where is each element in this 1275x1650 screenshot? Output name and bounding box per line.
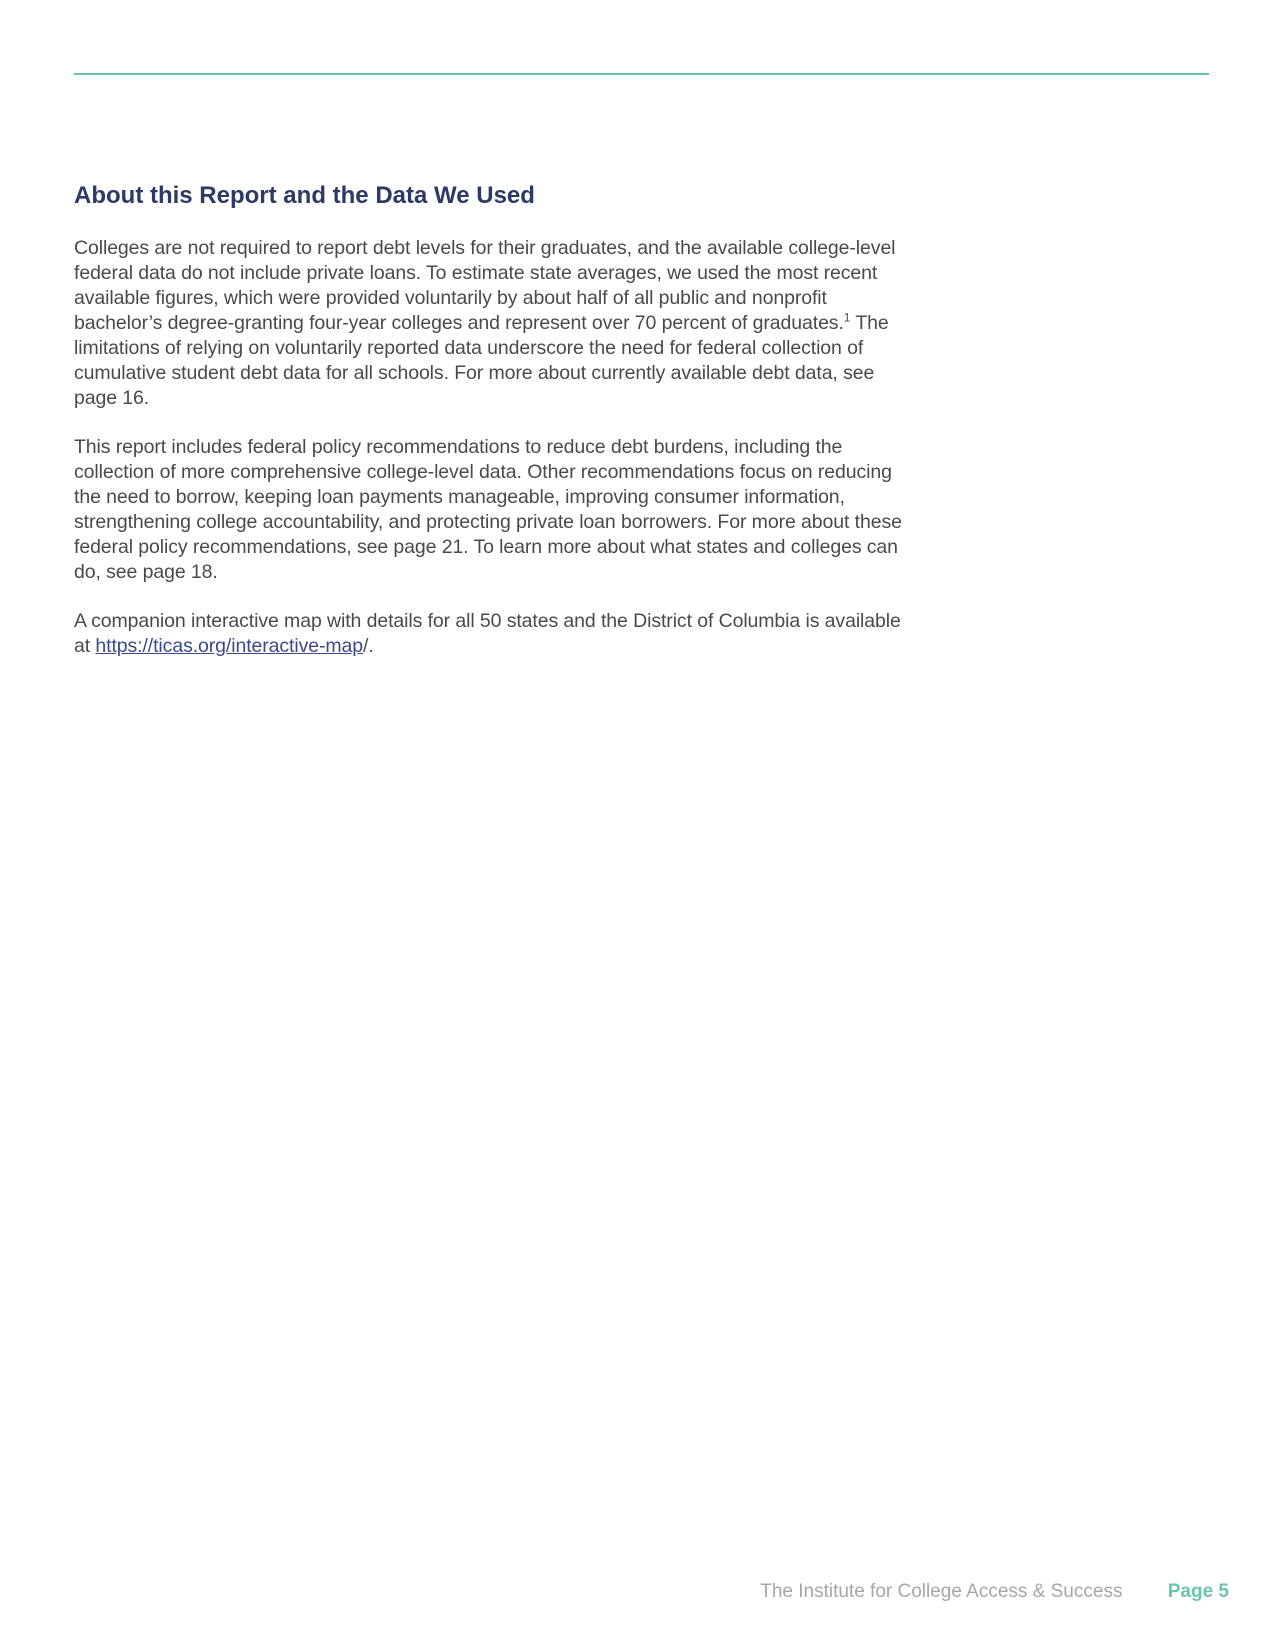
page-footer	[760, 1580, 1229, 1604]
paragraph-interactive-map	[74, 609, 904, 659]
paragraph-data-sources	[74, 236, 904, 411]
footer-organization: The Institute for College Access & Success	[760, 1581, 1123, 1602]
paragraph-interactive-map-text: A companion interactive map with details for all 50 states and the District of Columbia is available at	[74, 610, 901, 657]
paragraph-policy-recommendations: This report includes federal policy recommendations to reduce debt burdens, including the collection of more comprehensive college-level data. Other recommendations focus on reducing the need to borrow, keeping loan payments manageable, improving consumer information, strengthening college accountability, and protecting private loan borrowers. For more about these federal policy recommendations, see page 21. To learn more about what states and colleges can do, see page 18.	[74, 436, 902, 583]
page-number: Page 5	[1167, 1581, 1229, 1602]
paragraph-interactive-map-trailing: /.	[363, 635, 374, 657]
paragraph-data-sources-continuation: The limitations of relying on voluntarily reported data underscore the need for federal collection of cumulative student debt data for all schools. For more about currently available debt data, see page 16.	[74, 312, 889, 409]
report-section	[74, 180, 904, 683]
interactive-map-link[interactable]: https://ticas.org/interactive-map	[95, 635, 364, 657]
section-heading: About this Report and the Data We Used	[74, 182, 535, 209]
footnote-reference[interactable]: 1	[843, 310, 851, 325]
paragraph-data-sources-text: Colleges are not required to report debt levels for their graduates, and the available college-level federal data do not include private loans. To estimate state averages, we used the most recent available figures, which were provided voluntarily by about half of all public and nonprofit bachelor’s degree-granting four-year colleges and represent over 70 percent of graduates.	[74, 237, 896, 334]
header-rule	[74, 73, 1209, 75]
